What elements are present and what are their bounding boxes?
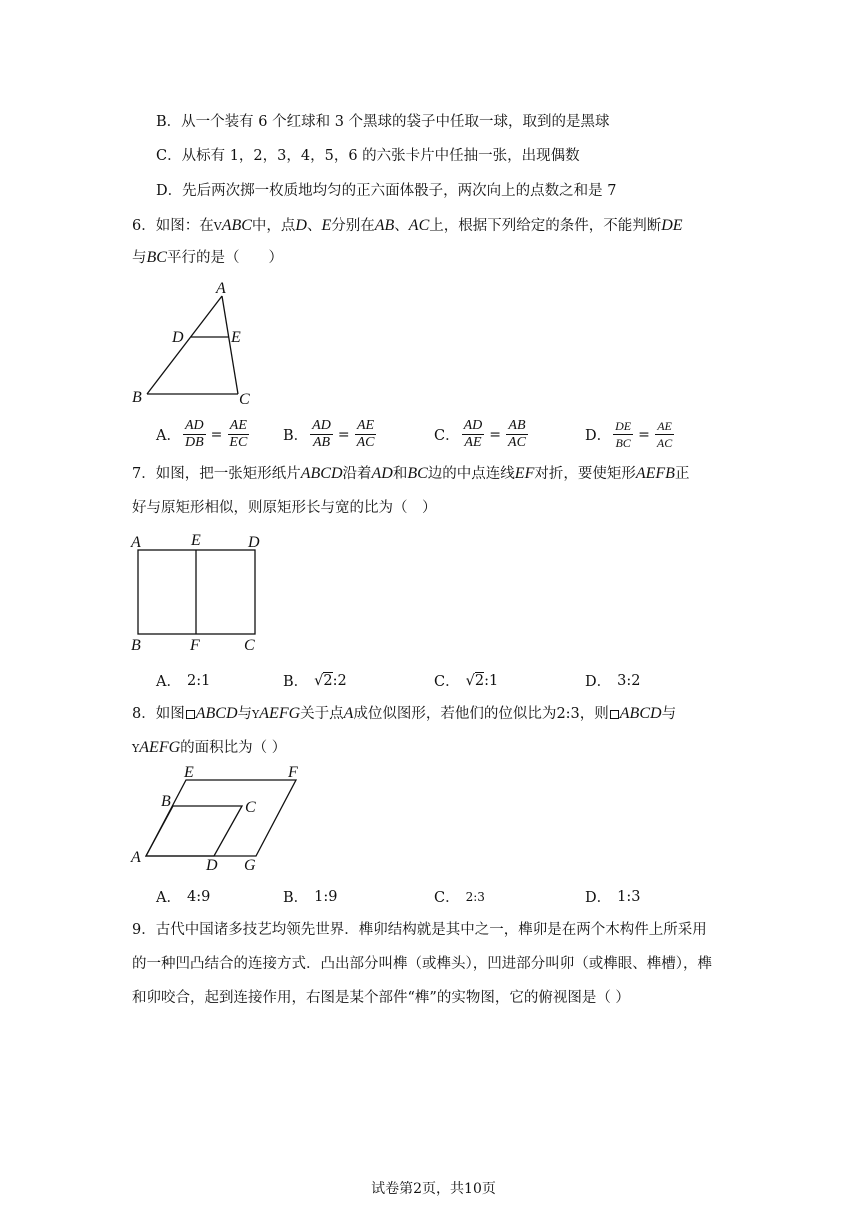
label-a: A	[131, 849, 141, 866]
q5-option-d: D．先后两次掷一枚质地均匀的正六面体骰子，两次向上的点数之和是 7	[156, 183, 617, 199]
q8-option-d: D． 1:3	[585, 888, 641, 906]
page-footer: 试卷第2页，共10页	[371, 1181, 496, 1197]
label-e: E	[184, 764, 194, 781]
label-c: C	[239, 391, 250, 408]
q6-stem-line2: 与BC平行的是（ ）	[132, 249, 283, 266]
q5-option-b: B．从一个装有 6 个红球和 3 个黑球的袋子中任取一球，取到的是黑球	[156, 114, 610, 130]
q8-stem-line2: YAEFG的面积比为（ ）	[132, 739, 287, 756]
triangle-symbol: V	[213, 220, 222, 233]
q8-option-a: A． 4:9	[156, 888, 211, 906]
q9-stem-line2: 的一种凹凸结合的连接方式．凸出部分叫榫（或榫头），凹进部分叫卯（或榫眼、榫槽），榫	[132, 956, 712, 972]
q7-option-d: D． 3:2	[585, 672, 641, 690]
q8-option-b: B． 1:9	[283, 888, 338, 906]
label-b: B	[131, 637, 141, 654]
label-f: F	[288, 764, 298, 781]
q5-option-c: C．从标有 1，2，3，4，5，6 的六张卡片中任抽一张，出现偶数	[156, 148, 580, 164]
label-d: D	[206, 857, 218, 874]
q9-stem-line3: 和卯咬合，起到连接作用，右图是某个部件“榫”的实物图，它的俯视图是（ ）	[132, 990, 630, 1006]
q8-stem-line1: 8．如图 ABCD与YAEFG关于点A成位似图形，若他们的位似比为2:3，则 ABCD与	[132, 705, 677, 722]
sqrt-symbol: √	[465, 672, 475, 689]
label-f: F	[190, 637, 200, 654]
q6-option-a: A． $\frac{AD}{DB}$ = $\frac{AE}{EC}$	[156, 418, 248, 450]
label-c: C	[245, 799, 256, 816]
sqrt-symbol: √	[314, 672, 324, 689]
label-e: E	[191, 532, 201, 549]
q7-stem-line2: 好与原矩形相似，则原矩形长与宽的比为（ ）	[132, 500, 437, 516]
q7-stem-line1: 7．如图，把一张矩形纸片ABCD沿着AD和BC边的中点连线EF对折，要使矩形AEFB正	[132, 465, 690, 482]
parallelogram-icon	[610, 710, 619, 719]
q6-triangle-figure	[128, 278, 268, 410]
label-b: B	[161, 793, 171, 810]
label-a: A	[216, 280, 226, 297]
q7-rectangle-figure	[128, 530, 278, 656]
q7-option-a: A． 2:1	[156, 672, 211, 690]
label-d: D	[248, 534, 260, 551]
q6-option-d: D． $\frac{DE}{BC}$ = $\frac{AE}{AC}$	[585, 419, 673, 450]
label-a: A	[131, 534, 141, 551]
q6-option-b: B． $\frac{AD}{AB}$ = $\frac{AE}{AC}$	[283, 418, 375, 450]
label-b: B	[132, 389, 142, 406]
q8-option-c: C． 2:3	[434, 889, 485, 906]
q8-parallelogram-figure	[128, 762, 313, 880]
q6-stem-line1: 6．如图：在VABC中，点D、E分别在AB、AC上，根据下列给定的条件，不能判断DE	[132, 217, 683, 234]
parallelogram-icon	[186, 710, 195, 719]
label-d: D	[172, 329, 184, 346]
label-c: C	[244, 637, 255, 654]
label-g: G	[244, 857, 256, 874]
q6-option-c: C． $\frac{AD}{AE}$ = $\frac{AB}{AC}$	[434, 418, 526, 450]
label-e: E	[231, 329, 241, 346]
q7-option-c: C． √ 2 :1	[434, 672, 499, 690]
q9-stem-line1: 9．古代中国诸多技艺均领先世界．榫卯结构就是其中之一，榫卯是在两个木构件上所采用	[132, 922, 707, 938]
q7-option-b: B． √ 2 :2	[283, 672, 347, 690]
